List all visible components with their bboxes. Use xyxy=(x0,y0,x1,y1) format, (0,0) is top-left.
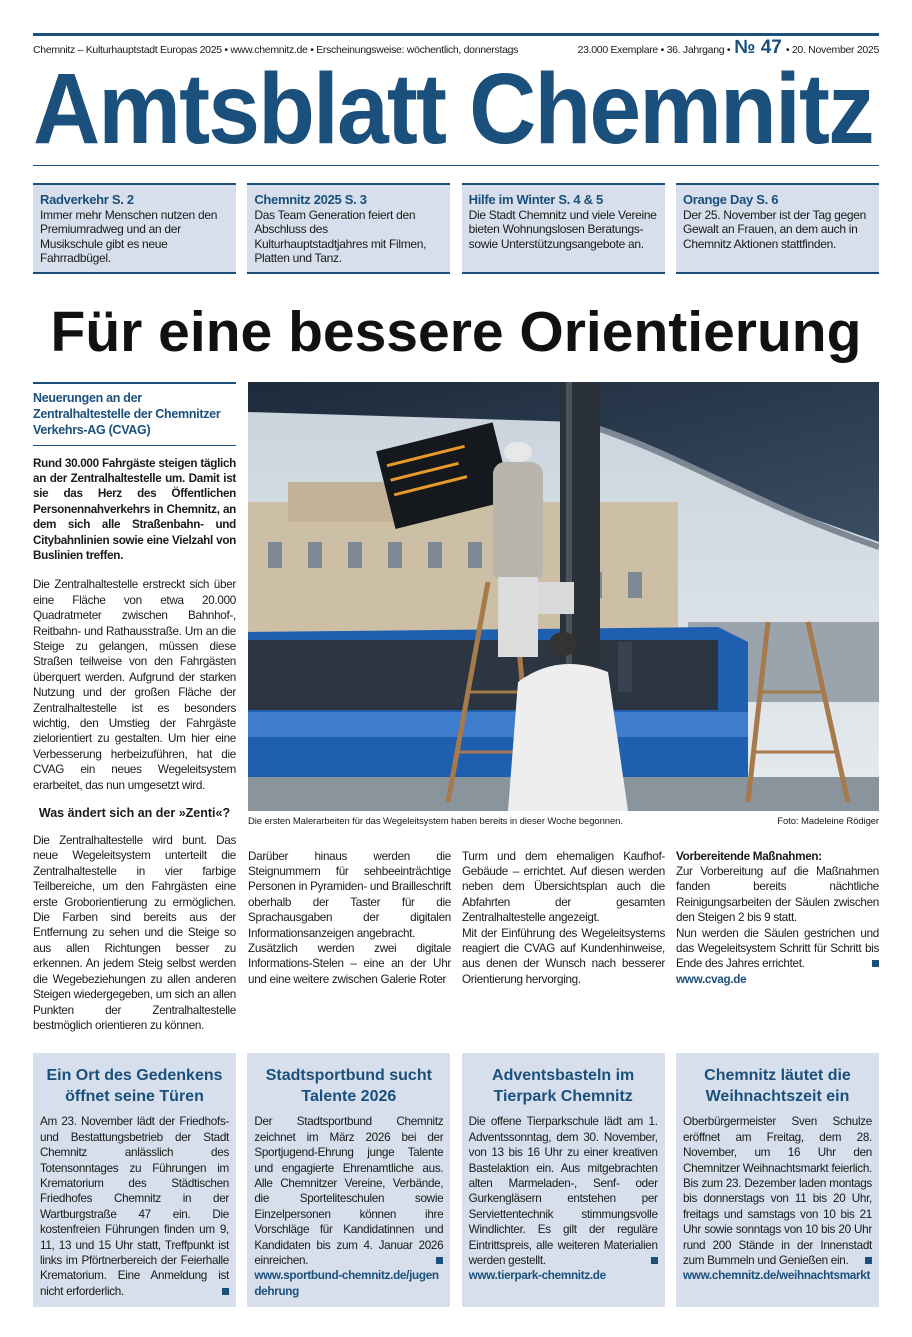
article-column: Darüber hinaus werden die Steignummern für sehbeeinträchtige Personen in Pyramiden- und Brailleschrift oberhalb der Taster für die Sprachausgaben der digitalen Informationsanzeigen angebracht. Zusätzlich werden zwei digitale Informations-Stelen – eine an der Uhr und eine weitere zwischen Galerie Roter xyxy=(248,849,451,986)
masthead-rule xyxy=(33,165,879,166)
caption-text: Die ersten Malerarbeiten für das Wegeleitsystem haben bereits in dieser Woche begonnen. xyxy=(248,815,623,827)
end-mark-icon xyxy=(436,1257,443,1264)
box-title: Ein Ort des Gedenkens öffnet seine Türen xyxy=(46,1067,223,1106)
news-box-weihnachtszeit xyxy=(676,1053,879,1307)
news-box-gedenken xyxy=(33,1053,236,1307)
article-lead: Rund 30.000 Fahrgäste steigen täglich an der Zentralhaltestelle um. Damit ist sie das Herz des Öffentlichen Personennahverkehrs in Chemnitz, an dem sich alle Straßenbahn- und Citybahnlinien sowie eine Vielzahl von Buslinien treffen. xyxy=(33,456,236,562)
article-column: Turm und dem ehemaligen Kaufhof-Gebäude – errichtet. Auf diesen werden neben dem Übersichtsplan auch die Abfahrten der gesamten Zentralhaltestelle angezeigt. Mit der Einführung des Wegeleitsystems reagiert die CVAG auf Kundenhinweise, aus denen der Wunsch nach besserer Orientierung hervorging. xyxy=(462,849,665,986)
news-box-row xyxy=(33,1053,879,1307)
article-body: Die Zentralhaltestelle erstreckt sich über eine Fläche von etwa 20.000 Quadratmeter zwischen Bahnhof-, Reitbahn- und Rathausstraße. Um an die Steige zu gelangen, müssen diese Straßen teilweise von den Fahrgästen überquert werden. Aufgrund der starken Nutzung und der großen Fläche der Zentralhaltestelle ist es besonders wichtig, den Umstieg der Fahrgäste zielorientiert zu gestalten. Um hier eine Verbesserung herbeizuführen, hat die CVAG ein neues Wegeleitsystem erarbeitet, das nun umgesetzt wird. xyxy=(33,578,236,792)
right-area xyxy=(248,382,879,1034)
teaser-text: Die Stadt Chemnitz und viele Vereine bieten Wohnungslosen Beratungs- sowie Unterstützungsangebote an. xyxy=(468,207,657,251)
photo-caption xyxy=(248,816,879,827)
teaser-text: Der 25. November ist der Tag gegen Gewalt an Frauen, an dem auch in Chemnitz Aktionen stattfinden. xyxy=(682,207,867,251)
main-headline: Für eine bessere Orientierung xyxy=(50,299,862,364)
column-heading: Vorbereitende Maßnahmen: xyxy=(676,849,822,863)
news-box-stadtsportbund xyxy=(247,1053,450,1307)
article-kicker: Neuerungen an der Zentralhaltestelle der Chemnitzer Verkehrs-AG (CVAG) xyxy=(33,382,236,446)
teaser-title: Orange Day S. 6 xyxy=(682,192,779,207)
issue-number: № 47 xyxy=(734,37,782,58)
teaser-title: Hilfe im Winter S. 4 & 5 xyxy=(468,192,603,207)
box-title: Chemnitz läutet die Weihnachtszeit ein xyxy=(704,1067,851,1106)
left-column xyxy=(33,382,236,1034)
end-mark-icon xyxy=(651,1257,658,1264)
circulation: 23.000 Exemplare • 36. Jahrgang • xyxy=(577,44,731,56)
issue-date: • 20. November 2025 xyxy=(785,44,879,56)
teaser-title: Chemnitz 2025 S. 3 xyxy=(254,192,367,207)
article-subhead: Was ändert sich an der »Zenti«? xyxy=(38,806,231,821)
box-title: Adventsbasteln im Tierpark Chemnitz xyxy=(492,1067,635,1106)
masthead-area xyxy=(33,53,879,165)
teaser-radverkehr[interactable] xyxy=(33,183,236,274)
meta-line: Chemnitz – Kulturhauptstadt Europas 2025 • www.chemnitz.de • Erscheinungsweise: wöchentlich, donnerstags xyxy=(33,44,519,56)
main-article xyxy=(33,382,879,1034)
teaser-row xyxy=(33,183,879,274)
column-text: Zur Vorbereitung auf die Maßnahmen fanden bereits nächtliche Reinigungsarbeiten der Säulen zwischen den Steigen 2 bis 9 statt. Nun werden die Säulen gestrichen und das Wegeleitsystem Schritt für Schritt bis Ende des Jahres errichtet. xyxy=(676,864,879,971)
teaser-orange-day[interactable] xyxy=(676,183,879,274)
teaser-text: Das Team Generation feiert den Abschluss des Kulturhauptstadtjahres mit Filmen, Platten und Tanz. xyxy=(254,207,427,265)
article-photo xyxy=(248,382,879,811)
article-body: Die Zentralhaltestelle wird bunt. Das neue Wegeleitsystem unterteilt die Zentralhaltestelle in vier farbige Teilbereiche, um den Fahrgästen eine erste Groborientierung zu ermöglichen. Die Farben sind bereits aus der Entfernung zu sehen und die Steige so aus allen Richtungen besser zu erkennen. An jedem Steig selbst werden die Wegebeziehungen zu allen anderen Steigen wiedergegeben, um sich an allen Punkten der Zentralhaltestelle bestmöglich orientieren zu können. xyxy=(33,834,236,1032)
box-text: Der Stadtsportbund Chemnitz zeichnet im März 2026 bei der Sportjugend-Ehrung junge Talente und engagierte Ehrenamtliche aus. Alle Chemnitzer Vereine, Verbände, die Sporteliteschulen sowie Einzelpersonen können ihre Vorschläge für Kandidatinnen und Kandidaten bis zum 4. Januar 2026 einreichen. xyxy=(254,1115,444,1267)
end-mark-icon xyxy=(222,1288,229,1295)
article-columns xyxy=(248,849,879,988)
teaser-text: Immer mehr Menschen nutzen den Premiumradweg und an der Musikschule gibt es neue Fahrradbügel. xyxy=(40,207,218,265)
masthead: Amtsblatt Chemnitz xyxy=(33,53,873,165)
box-text: Am 23. November lädt der Friedhofs- und Bestattungsbetrieb der Stadt Chemnitz anlässlich des Totensonntages zu Führungen im Krematorium des Städtischen Friedhofes Chemnitz in der Wartburgstraße 47 ein. Die kostenfreien Führungen finden um 9, 11, 13 und 15 Uhr statt, Treffpunkt ist links im Pförtnerbereich der Feierhalle Krematorium. Eine Anmeldung ist nicht erforderlich. xyxy=(40,1115,229,1298)
photo-credit: Foto: Madeleine Rödiger xyxy=(777,815,879,827)
teaser-hilfe-im-winter[interactable] xyxy=(462,183,665,274)
box-text: Oberbürgermeister Sven Schulze eröffnet am Freitag, dem 28. November, um 16 Uhr den Chemnitzer Weihnachtsmarkt feierlich. Bis zum 23. Dezember laden montags bis donnerstags von 11 bis 20 Uhr, freitags und samstags von 10 bis 21 Uhr sowie sonntags von 10 bis 20 Uhr rund 200 Stände in der Innenstadt zum Bummeln und Genießen ein. xyxy=(682,1115,872,1267)
end-mark-icon xyxy=(865,1257,872,1264)
box-text: Die offene Tierparkschule lädt am 1. Adventssonntag, dem 30. November, von 13 bis 16 Uhr zu einer kreativen Bastelaktion ein. Aus mitgebrachten alten Marmeladen-, Senf- oder Gurkengläsern entstehen per Serviettentechnik stimmungsvolle Windlichter. Es gilt der reguläre Eintrittspreis, alle weiteren Materialien werden gestellt. xyxy=(468,1115,658,1267)
teaser-title: Radverkehr S. 2 xyxy=(40,192,134,207)
end-mark-icon xyxy=(872,960,879,967)
box-link[interactable]: www.sportbund-chemnitz.de/jugendehrung xyxy=(254,1269,439,1298)
article-column xyxy=(676,849,879,988)
box-link[interactable]: www.chemnitz.de/weihnachtsmarkt xyxy=(682,1269,871,1283)
teaser-chemnitz-2025[interactable] xyxy=(247,183,450,274)
cvag-link[interactable]: www.cvag.de xyxy=(676,972,747,986)
news-box-adventsbasteln xyxy=(462,1053,665,1307)
box-title: Stadtsportbund sucht Talente 2026 xyxy=(265,1067,432,1106)
top-rule xyxy=(33,33,879,36)
box-link[interactable]: www.tierpark-chemnitz.de xyxy=(468,1269,606,1283)
